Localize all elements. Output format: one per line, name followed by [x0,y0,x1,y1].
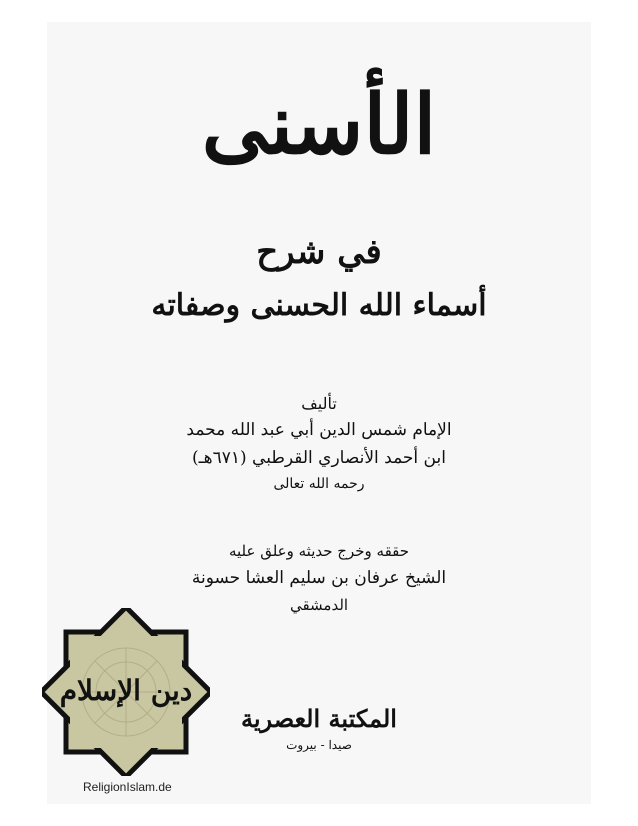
author-line3: رحمه الله تعالى [273,476,365,492]
editor-label: حققه وخرج حديثه وعلق عليه [228,542,410,560]
author-label: تأليف [301,394,337,413]
editor-line2: الدمشقي [289,596,349,614]
publisher-name: المكتبة العصرية [241,704,397,733]
editor-line1: الشيخ عرفان بن سليم العشا حسونة [191,568,447,588]
logo-text: دين الإسلام [59,674,193,707]
religion-islam-logo [42,608,210,776]
book-title: الأسنى [201,77,437,173]
publisher-place: صيدا - بيروت [286,738,352,752]
author-line2: ابن أحمد الأنصاري القرطبي (٦٧١هـ) [192,448,446,468]
book-subtitle-line2: أسماء الله الحسنى وصفاته [151,288,487,323]
book-subtitle-line1: في شرح [256,232,382,272]
site-watermark: ReligionIslam.de [83,780,172,794]
author-line1: الإمام شمس الدين أبي عبد الله محمد [186,420,452,440]
